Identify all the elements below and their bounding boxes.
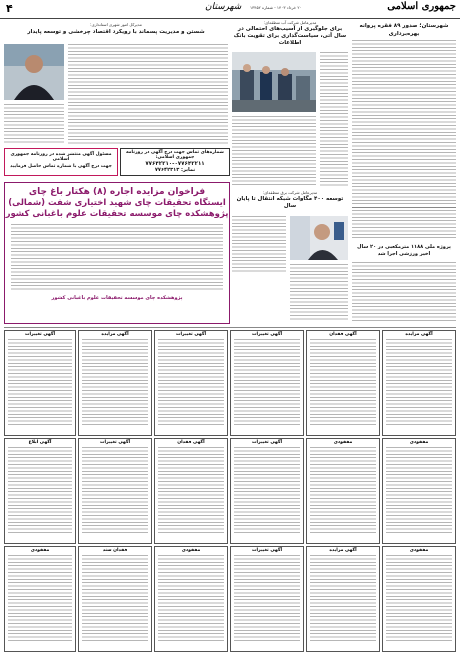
official-photo-art [290, 216, 348, 260]
classified-body [158, 339, 224, 427]
classified-ad [154, 546, 228, 652]
classified-title: آگهی مزایده [405, 332, 433, 337]
subscription-fax: نمابر: ۷۷۶۴۲۳۱۳ [154, 167, 196, 173]
subscription-phone: ۷۷۶۴۲۲۱۰-۰۷۷۶۴۲۲۱۱ [145, 161, 205, 167]
center-article-text-2 [232, 116, 316, 186]
classified-title: مفقودی [30, 548, 50, 553]
tender-body [11, 224, 223, 292]
classified-ad [230, 438, 304, 544]
classified-body [8, 339, 72, 427]
classified-ad [78, 438, 152, 544]
classified-ad [230, 546, 304, 652]
manager-photo-art [4, 44, 64, 100]
pink-ad-box [4, 148, 118, 176]
classified-title: آگهی تغییرات [251, 332, 283, 337]
classified-title: آگهی مزایده [101, 332, 129, 337]
pink-ad-line1: مسئول آگهی منتشر شده در روزنامه جمهوری اسلامی [10, 152, 112, 162]
subscription-title: شماره‌های تماس جهت درج آگهی در روزنامه جمهوری اسلامی: [126, 150, 224, 160]
classified-body [8, 447, 72, 535]
classified-ad [382, 438, 456, 544]
newspaper-logo: جمهوری اسلامی [387, 1, 456, 12]
subscription-box [120, 148, 230, 176]
classified-ad [230, 330, 304, 436]
classified-title: آگهی تغییرات [24, 332, 56, 337]
left-headline: شستن و مدیریت پسماند با رویکرد اقتصاد چرخشی و توسعه پایدار [27, 29, 205, 35]
classified-title: آگهی تغییرات [175, 332, 207, 337]
classified-title: مفقودی [181, 548, 201, 553]
classified-body [234, 339, 300, 427]
section-title: شهرستان [205, 2, 242, 12]
classified-ad [154, 438, 228, 544]
right-headline: شهرستان؛ صدور ۸۹ فقره پروانه بهره‌برداری [359, 23, 449, 37]
left-article-text [68, 44, 228, 144]
classified-body [310, 555, 376, 643]
tender-title-1: فراخوان مزایده اجاره (۸) هکتار باغ چای [28, 187, 206, 197]
classified-title: فقدان سند [102, 548, 128, 553]
pink-ad-line2: جهت درج آگهی با شماره تماس حاصل فرمایید [10, 164, 112, 169]
classifieds-area [4, 330, 456, 652]
classified-ad [154, 330, 228, 436]
right-article-text-2 [352, 210, 456, 240]
classified-body [310, 339, 376, 427]
left-kicker: مدیرکل امور شهری استانداری: [90, 22, 142, 27]
tender-title-2: ایستگاه تحقیقات چای شهید اختیاری شفت (شمالی) [8, 198, 226, 208]
classified-ad [306, 330, 380, 436]
right-article-text-3 [352, 262, 456, 322]
classified-body [82, 339, 148, 427]
classified-body [158, 447, 224, 535]
tender-title-3: پژوهشکده چای موسسه تحقیقات علوم باغبانی کشور [5, 209, 229, 219]
center-kicker: مدیرعامل شرکت آب منطقه‌ای: [263, 20, 317, 25]
center-headline: برای جلوگیری از آسیب‌های احتمالی در سال آتی، سیاست‌گذاری برای تقویت بانک اطلاعات [233, 26, 347, 46]
classified-ad [306, 546, 380, 652]
classified-ad [306, 438, 380, 544]
center-article-text [320, 52, 348, 187]
tender-ad [4, 182, 230, 324]
classified-body [82, 555, 148, 643]
factory-photo-art [232, 52, 316, 112]
divider [352, 207, 456, 208]
classified-ad [78, 546, 152, 652]
mid-article-text [232, 216, 286, 274]
section-divider [4, 327, 456, 328]
classified-title: آگهی فقدان [329, 332, 357, 337]
classified-ad [4, 438, 76, 544]
classified-body [310, 447, 376, 535]
classified-body [8, 555, 72, 643]
page-header [0, 0, 460, 19]
classified-body [386, 339, 452, 427]
official-photo [290, 216, 348, 260]
mid-kicker: مدیرعامل شرکت برق منطقه‌ای: [262, 190, 318, 195]
classified-ad [4, 546, 76, 652]
mid-headline: توسعه ۴۰۰ مگاوات شبکه انتقال تا پایان سال [236, 196, 344, 209]
classified-title: مفقودی [409, 548, 429, 553]
classified-ad [78, 330, 152, 436]
classified-body [386, 555, 452, 643]
left-article-text-2 [4, 104, 64, 144]
classified-body [82, 447, 148, 535]
classified-body [386, 447, 452, 535]
classified-body [234, 447, 300, 535]
classified-title: مفقودی [409, 440, 429, 445]
classified-title: آگهی مزایده [329, 548, 357, 553]
classified-title: آگهی تغییرات [251, 548, 283, 553]
manager-photo [4, 44, 64, 100]
issue-date: ۲۰ خرداد ۱۴۰۳ - شماره ۱۳۴۵۲ [250, 5, 302, 10]
classified-ad [382, 330, 456, 436]
right-small-headline: پروژه ملی ۱۱۸۸ مترمکعبی در ۲۰ سال اخیر ورزشی اجرا شد [357, 244, 451, 257]
classified-body [234, 555, 300, 643]
classified-title: آگهی فقدان [177, 440, 205, 445]
page-number: ۴ [6, 2, 13, 15]
classified-title: آگهی تغییرات [99, 440, 131, 445]
tender-footer: پژوهشکده چای موسسه تحقیقات علوم باغبانی کشور [51, 295, 183, 301]
factory-photo [232, 52, 316, 112]
classified-title: مفقودی [333, 440, 353, 445]
mid-article-text-2 [290, 264, 348, 322]
classified-title: آگهی تغییرات [251, 440, 283, 445]
classified-title: آگهی ابلاغ [28, 440, 52, 445]
classified-ad [382, 546, 456, 652]
right-article-text [352, 40, 456, 205]
classified-body [158, 555, 224, 643]
classified-ad [4, 330, 76, 436]
